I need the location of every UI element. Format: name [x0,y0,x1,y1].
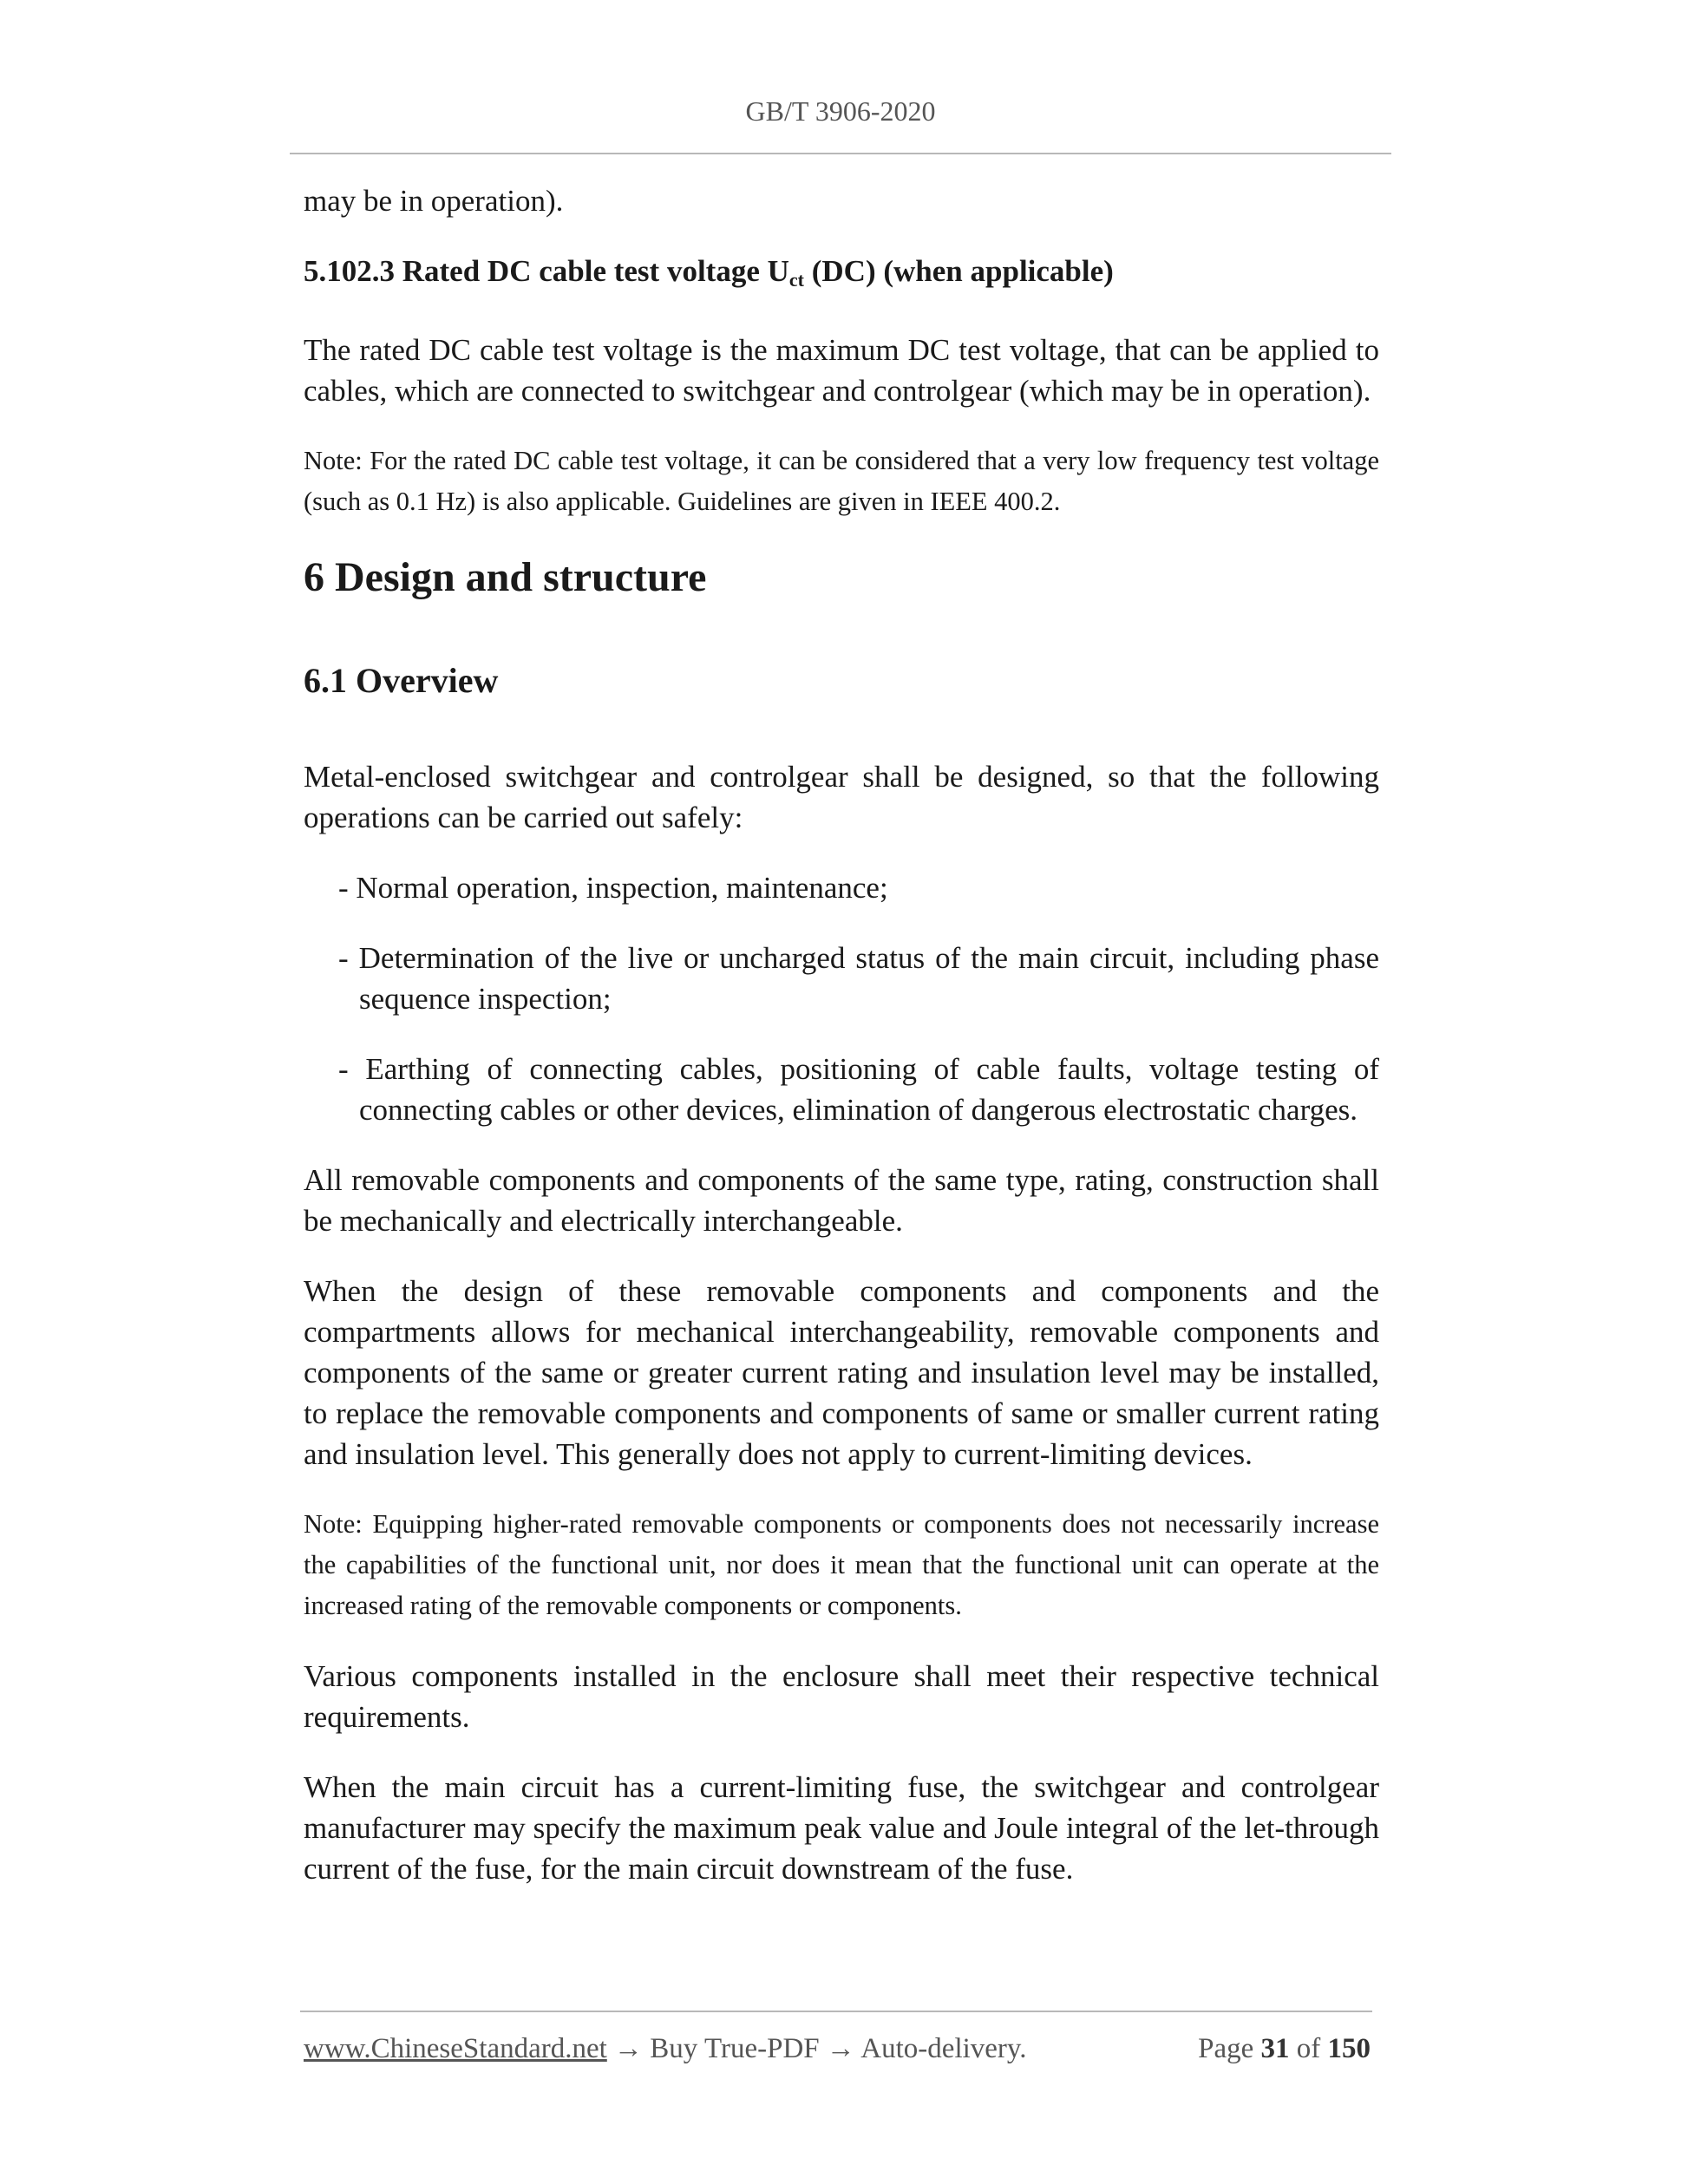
paragraph-overview: Metal-enclosed switchgear and controlgear shall be designed, so that the following operations can be carried out safely: [304,760,1379,834]
page-current: 31 [1260,2033,1290,2064]
list-item: - Determination of the live or uncharged status of the main circuit, including phase sequence inspection; [338,941,1379,1016]
paragraph-current-limiting-fuse: When the main circuit has a current-limiting fuse, the switchgear and controlgear manufacturer may specify the maximum peak value and Joule integral of the let-through current of the fuse, for the main circuit downstream of the fuse. [304,1770,1379,1886]
clause-heading-suffix: (DC) (when applicable) [804,254,1114,288]
clause-heading-5-102-3 [304,251,1379,300]
page-total: 150 [1327,2033,1371,2064]
list-item: - Normal operation, inspection, maintenance; [338,871,888,905]
footer-divider [300,2011,1372,2012]
list-item: - Earthing of connecting cables, positioning of cable faults, voltage testing of connecting cables or other devices, elimination of dangerous electrostatic charges. [338,1052,1379,1127]
note-higher-rated: Note: Equipping higher-rated removable components or components does not necessarily increase the capabilities of the functional unit, nor does it mean that the functional unit can operate at the increased rating of the removable components or components. [304,1509,1379,1620]
site-link[interactable]: www.ChineseStandard.net [304,2033,607,2064]
paragraph-components-requirements: Various components installed in the enclosure shall meet their respective technical requirements. [304,1659,1379,1734]
continued-paragraph: may be in operation). [304,184,564,218]
page-content [304,180,1379,1919]
section-heading-6-1: 6.1 Overview [304,661,499,700]
paragraph-removable-components: When the design of these removable components and components and the compartments allows for mechanical interchangeability, removable components and components of the same or greater current rating and insulation level may be installed, to replace the removable components and components of same or smaller current rating and insulation level. This generally does not apply to current-limiting devices. [304,1274,1379,1471]
section-heading-6: 6 Design and structure [304,554,707,600]
note-dc-test-voltage: Note: For the rated DC cable test voltage, it can be considered that a very low frequency test voltage (such as 0.1 Hz) is also applicable. Guidelines are given in IEEE 400.2. [304,446,1379,516]
paragraph-interchangeable: All removable components and components of the same type, rating, construction shall be mechanically and electrically interchangeable. [304,1163,1379,1238]
footer-tagline: → Buy True-PDF → Auto-delivery. [606,2033,1027,2064]
paragraph-dc-test-voltage: The rated DC cable test voltage is the maximum DC test voltage, that can be applied to cables, which are connected to switchgear and controlgear (which may be in operation). [304,333,1379,408]
clause-heading-subscript: ct [788,269,804,291]
page-number [1198,2030,1371,2068]
page-label: Page [1198,2033,1254,2064]
page-header: GB/T 3906-2020 [745,95,936,127]
of-label: of [1296,2033,1321,2064]
header-divider [290,153,1391,154]
footer-left [304,2030,1027,2068]
clause-heading-text: 5.102.3 Rated DC cable test voltage U [304,254,789,288]
